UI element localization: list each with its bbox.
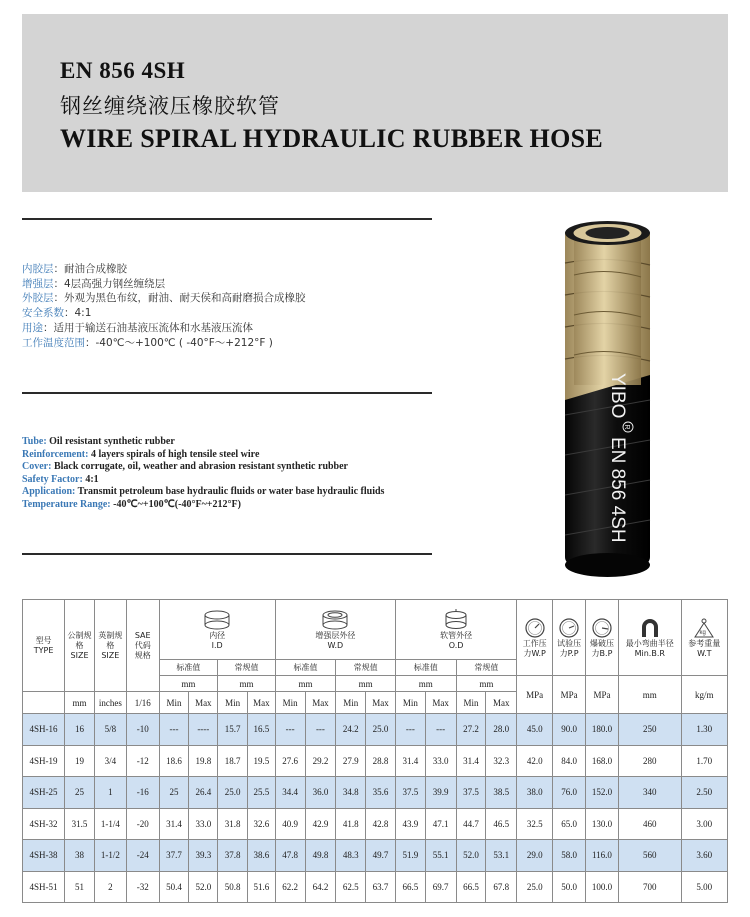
table-row	[23, 745, 728, 777]
table-cell: 38.0	[517, 777, 553, 809]
wd-header-cn: 增强层外径	[315, 630, 356, 640]
table-cell: 31.4	[159, 808, 189, 840]
table-cell: 1	[94, 777, 126, 809]
table-cell: -20	[126, 808, 159, 840]
divider-bottom	[22, 553, 432, 555]
table-cell: ---	[425, 714, 456, 746]
wt-header	[681, 600, 727, 676]
od-std-unit: mm	[395, 676, 456, 692]
max-label: Max	[425, 692, 456, 714]
sae-unit: 1/16	[126, 692, 159, 714]
table-cell: 33.0	[425, 745, 456, 777]
table-cell: 90.0	[553, 714, 586, 746]
hose-model-text: EN 856 4SH	[607, 437, 628, 543]
table-cell: 4SH-16	[23, 714, 65, 746]
table-cell: 50.8	[218, 871, 248, 903]
en-spec-value: Black corrugate, oil, weather and abrasion resistant synthetic rubber	[51, 461, 348, 473]
sae-code-label: 代码	[134, 640, 151, 650]
table-row	[23, 808, 728, 840]
table-cell: 5.00	[681, 871, 727, 903]
weight-icon-label: kg	[699, 629, 707, 636]
en-spec-key: Cover:	[22, 461, 52, 473]
table-cell: 69.7	[425, 871, 456, 903]
table-cell: -24	[126, 840, 159, 872]
type-header-en: TYPE	[33, 645, 54, 655]
table-cell: 67.8	[486, 871, 517, 903]
table-cell: 50.0	[553, 871, 586, 903]
cn-spec-list	[22, 262, 306, 350]
table-cell: ---	[159, 714, 189, 746]
table-cell: 3/4	[94, 745, 126, 777]
type-header	[23, 600, 65, 692]
table-cell: 5/8	[94, 714, 126, 746]
table-cell: 43.9	[395, 808, 425, 840]
en-spec-item	[22, 436, 384, 449]
hose-illustration	[560, 215, 655, 577]
header-row-1	[23, 600, 728, 660]
cn-spec-key: 用途	[22, 321, 43, 334]
cn-spec-value: ：-40℃～+100℃ ( -40°F～+212°F )	[85, 336, 273, 349]
max-label: Max	[366, 692, 396, 714]
table-cell: 19	[65, 745, 95, 777]
min-label: Min	[456, 692, 486, 714]
table-cell: 62.5	[336, 871, 366, 903]
wp-header	[517, 600, 553, 676]
table-cell: 4SH-38	[23, 840, 65, 872]
table-cell: 48.3	[336, 840, 366, 872]
en-spec-key: Tube:	[22, 436, 47, 447]
table-cell: 460	[618, 808, 681, 840]
table-cell: 53.1	[486, 840, 517, 872]
bp-header-en: 力B.P	[591, 648, 613, 658]
inch-size-en: SIZE	[101, 650, 120, 660]
od-norm-unit: mm	[456, 676, 517, 692]
od-norm-header: 常规值	[456, 660, 517, 676]
table-cell: 34.4	[275, 777, 305, 809]
en-spec-item	[22, 474, 384, 487]
table-cell: 16	[65, 714, 95, 746]
hose-bore	[586, 227, 630, 239]
table-cell: 34.8	[336, 777, 366, 809]
table-cell: 19.8	[189, 745, 218, 777]
hose-brand-text: YIBO	[607, 373, 628, 419]
wp-unit: MPa	[517, 676, 553, 714]
table-row	[23, 871, 728, 903]
metric-size-cn: 公制规格	[67, 630, 92, 650]
table-cell: 700	[618, 871, 681, 903]
table-cell: 32.3	[486, 745, 517, 777]
type-unit-empty	[23, 692, 65, 714]
table-cell: 250	[618, 714, 681, 746]
cn-spec-item	[22, 336, 306, 351]
wd-std-header: 标准值	[275, 660, 336, 676]
table-cell: 65.0	[553, 808, 586, 840]
product-name-en: WIRE SPIRAL HYDRAULIC RUBBER HOSE	[60, 124, 604, 153]
sae-header	[126, 600, 159, 692]
wt-header-cn: 参考重量	[688, 638, 721, 648]
table-cell: 51.6	[248, 871, 276, 903]
table-cell: 18.6	[159, 745, 189, 777]
table-cell: 25.0	[517, 871, 553, 903]
br-header-cn: 最小弯曲半径	[625, 638, 674, 648]
id-norm-header: 常规值	[218, 660, 276, 676]
bp-header-cn: 爆破压	[589, 638, 614, 648]
table-cell: 42.9	[305, 808, 336, 840]
table-cell: 46.5	[486, 808, 517, 840]
br-header-en: Min.B.R	[634, 648, 665, 658]
cn-spec-key: 工作温度范围	[22, 336, 85, 349]
en-spec-item	[22, 449, 384, 462]
table-cell: 49.8	[305, 840, 336, 872]
table-cell: 180.0	[586, 714, 619, 746]
table-cell: -12	[126, 745, 159, 777]
sae-spec-label: 规格	[134, 650, 151, 660]
table-cell: 52.0	[456, 840, 486, 872]
metric-size-en: SIZE	[70, 650, 89, 660]
cn-spec-key: 安全系数	[22, 307, 64, 320]
table-cell: 27.9	[336, 745, 366, 777]
max-label: Max	[305, 692, 336, 714]
table-cell: 32.5	[517, 808, 553, 840]
weight-icon	[693, 617, 715, 639]
wp-header-en: 力W.P	[523, 648, 546, 658]
en-spec-value: 4 layers spirals of high tensile steel wire	[88, 448, 260, 460]
table-cell: 25.0	[366, 714, 396, 746]
metric-size-header	[65, 600, 95, 692]
en-spec-value: Oil resistant synthetic rubber	[46, 436, 175, 447]
wt-header-en: W.T	[697, 648, 712, 658]
bp-header	[586, 600, 619, 676]
max-label: Max	[189, 692, 218, 714]
id-norm-unit: mm	[218, 676, 276, 692]
cn-spec-item	[22, 262, 306, 277]
table-cell: 560	[618, 840, 681, 872]
table-cell: 26.4	[189, 777, 218, 809]
table-cell: 47.1	[425, 808, 456, 840]
bp-unit: MPa	[586, 676, 619, 714]
br-unit: mm	[618, 676, 681, 714]
cn-spec-key: 增强层	[22, 277, 54, 290]
id-std-header: 标准值	[159, 660, 218, 676]
wd-norm-header: 常规值	[336, 660, 396, 676]
table-cell: 62.2	[275, 871, 305, 903]
table-cell: 49.7	[366, 840, 396, 872]
table-cell: 130.0	[586, 808, 619, 840]
table-cell: 1-1/4	[94, 808, 126, 840]
spec-table-body	[23, 714, 728, 903]
table-cell: 1.30	[681, 714, 727, 746]
table-cell: 4SH-51	[23, 871, 65, 903]
table-cell: 37.5	[395, 777, 425, 809]
en-spec-value: 4:1	[82, 473, 99, 485]
table-cell: 24.2	[336, 714, 366, 746]
cn-spec-key: 外胶层	[22, 292, 54, 305]
min-label: Min	[159, 692, 189, 714]
table-cell: 37.5	[456, 777, 486, 809]
divider-top	[22, 218, 432, 220]
table-cell: 33.0	[189, 808, 218, 840]
table-cell: 58.0	[553, 840, 586, 872]
table-cell: 39.9	[425, 777, 456, 809]
table-cell: 116.0	[586, 840, 619, 872]
product-code: EN 856 4SH	[60, 58, 186, 83]
od-std-header: 标准值	[395, 660, 456, 676]
table-cell: ---	[395, 714, 425, 746]
table-cell: 32.6	[248, 808, 276, 840]
cn-spec-item	[22, 291, 306, 306]
cn-spec-item	[22, 306, 306, 321]
spec-table	[22, 599, 728, 903]
cn-spec-value: ：4:1	[64, 307, 92, 320]
table-cell: 37.8	[218, 840, 248, 872]
od-header-en: O.D	[448, 640, 464, 650]
table-cell: 152.0	[586, 777, 619, 809]
table-cell: 2	[94, 871, 126, 903]
id-std-unit: mm	[159, 676, 218, 692]
en-spec-list	[22, 436, 384, 512]
burst-pressure-gauge-icon	[591, 617, 613, 639]
table-cell: 37.7	[159, 840, 189, 872]
table-cell: ----	[189, 714, 218, 746]
table-cell: 27.6	[275, 745, 305, 777]
wire-diameter-icon	[320, 609, 350, 631]
wd-header-en: W.D	[327, 640, 344, 650]
en-spec-item	[22, 461, 384, 474]
table-cell: ---	[305, 714, 336, 746]
table-cell: 64.2	[305, 871, 336, 903]
table-cell: 52.0	[189, 871, 218, 903]
en-spec-value: Transmit petroleum base hydraulic fluids or water base hydraulic fluids	[75, 486, 385, 498]
table-cell: -16	[126, 777, 159, 809]
title-banner	[22, 14, 728, 192]
table-cell: 66.5	[395, 871, 425, 903]
cn-spec-key: 内胶层	[22, 263, 54, 275]
en-spec-item	[22, 499, 384, 512]
inner-diameter-icon	[202, 609, 232, 631]
id-header-en: I.D	[211, 640, 223, 650]
cn-spec-item	[22, 321, 306, 336]
inch-unit: inches	[94, 692, 126, 714]
table-cell: 168.0	[586, 745, 619, 777]
tp-header-en: 力P.P	[559, 648, 579, 658]
table-cell: 39.3	[189, 840, 218, 872]
table-cell: 36.0	[305, 777, 336, 809]
table-cell: 25.0	[218, 777, 248, 809]
table-cell: 18.7	[218, 745, 248, 777]
bend-radius-icon	[639, 617, 661, 639]
min-label: Min	[275, 692, 305, 714]
max-label: Max	[486, 692, 517, 714]
table-cell: -10	[126, 714, 159, 746]
test-pressure-gauge-icon	[558, 617, 580, 639]
table-cell: 280	[618, 745, 681, 777]
table-cell: 1-1/2	[94, 840, 126, 872]
table-cell: 66.5	[456, 871, 486, 903]
cn-spec-value: ：适用于输送石油基液压流体和水基液压流体	[43, 321, 253, 334]
table-cell: 2.50	[681, 777, 727, 809]
table-cell: 1.70	[681, 745, 727, 777]
tp-header	[553, 600, 586, 676]
table-cell: 40.9	[275, 808, 305, 840]
table-cell: 44.7	[456, 808, 486, 840]
table-cell: 100.0	[586, 871, 619, 903]
table-cell: 27.2	[456, 714, 486, 746]
table-row	[23, 714, 728, 746]
en-spec-key: Temperature Range:	[22, 498, 111, 510]
table-cell: 55.1	[425, 840, 456, 872]
size-unit: mm	[65, 692, 95, 714]
table-cell: 28.0	[486, 714, 517, 746]
id-header	[159, 600, 275, 660]
product-name-cn: 钢丝缠绕液压橡胶软管	[60, 94, 280, 118]
table-cell: 31.8	[218, 808, 248, 840]
outer-diameter-icon	[441, 609, 471, 631]
table-cell: 25	[65, 777, 95, 809]
table-cell: 16.5	[248, 714, 276, 746]
hose-bottom-end	[565, 553, 650, 577]
table-cell: 42.0	[517, 745, 553, 777]
table-cell: 29.2	[305, 745, 336, 777]
table-cell: 42.8	[366, 808, 396, 840]
table-cell: 28.8	[366, 745, 396, 777]
table-cell: 31.5	[65, 808, 95, 840]
table-cell: 25.5	[248, 777, 276, 809]
table-cell: 51	[65, 871, 95, 903]
cn-spec-value: ：外观为黑色布纹，耐油、耐天侯和高耐磨损合成橡胶	[53, 292, 306, 305]
table-cell: 4SH-19	[23, 745, 65, 777]
wp-header-cn: 工作压	[522, 638, 547, 648]
table-cell: 38.6	[248, 840, 276, 872]
min-label: Min	[395, 692, 425, 714]
wd-std-unit: mm	[275, 676, 336, 692]
en-spec-key: Application:	[22, 486, 76, 498]
table-cell: 84.0	[553, 745, 586, 777]
wt-unit: kg/m	[681, 676, 727, 714]
table-cell: 47.8	[275, 840, 305, 872]
table-cell: 15.7	[218, 714, 248, 746]
table-cell: 4SH-32	[23, 808, 65, 840]
cn-spec-value: ：耐油合成橡胶	[53, 263, 127, 275]
table-cell: 76.0	[553, 777, 586, 809]
en-spec-value: -40℃~+100℃(-40°F~+212°F)	[110, 498, 241, 510]
table-cell: 38.5	[486, 777, 517, 809]
table-cell: 45.0	[517, 714, 553, 746]
inch-size-cn: 英制规格	[98, 630, 123, 650]
inner-layer	[574, 235, 641, 385]
od-header	[395, 600, 516, 660]
cn-spec-value: ：4层高强力钢丝缠绕层	[53, 277, 166, 290]
tp-unit: MPa	[553, 676, 586, 714]
working-pressure-gauge-icon	[524, 617, 546, 639]
table-cell: 31.4	[395, 745, 425, 777]
table-cell: 31.4	[456, 745, 486, 777]
table-cell: 3.60	[681, 840, 727, 872]
table-row	[23, 777, 728, 809]
en-spec-key: Reinforcement:	[22, 448, 89, 460]
registered-mark: R	[623, 424, 630, 430]
cn-spec-item	[22, 277, 306, 292]
table-cell: 19.5	[248, 745, 276, 777]
sae-label: SAE	[134, 630, 151, 640]
table-cell: 63.7	[366, 871, 396, 903]
inch-size-header	[94, 600, 126, 692]
table-cell: 41.8	[336, 808, 366, 840]
tp-header-cn: 试验压	[557, 638, 582, 648]
id-header-cn: 内径	[209, 630, 226, 640]
en-spec-key: Safety Factor:	[22, 473, 83, 485]
min-label: Min	[218, 692, 248, 714]
table-cell: 4SH-25	[23, 777, 65, 809]
table-cell: ---	[275, 714, 305, 746]
table-cell: 35.6	[366, 777, 396, 809]
table-row	[23, 840, 728, 872]
type-header-cn: 型号	[35, 635, 52, 645]
min-label: Min	[336, 692, 366, 714]
en-spec-item	[22, 486, 384, 499]
wd-header	[275, 600, 395, 660]
wd-norm-unit: mm	[336, 676, 396, 692]
br-header	[618, 600, 681, 676]
table-cell: 51.9	[395, 840, 425, 872]
max-label: Max	[248, 692, 276, 714]
table-cell: 340	[618, 777, 681, 809]
table-cell: 38	[65, 840, 95, 872]
table-cell: 29.0	[517, 840, 553, 872]
divider-middle	[22, 392, 432, 394]
table-cell: 3.00	[681, 808, 727, 840]
table-cell: 25	[159, 777, 189, 809]
table-cell: 50.4	[159, 871, 189, 903]
od-header-cn: 软管外径	[440, 630, 473, 640]
table-cell: -32	[126, 871, 159, 903]
